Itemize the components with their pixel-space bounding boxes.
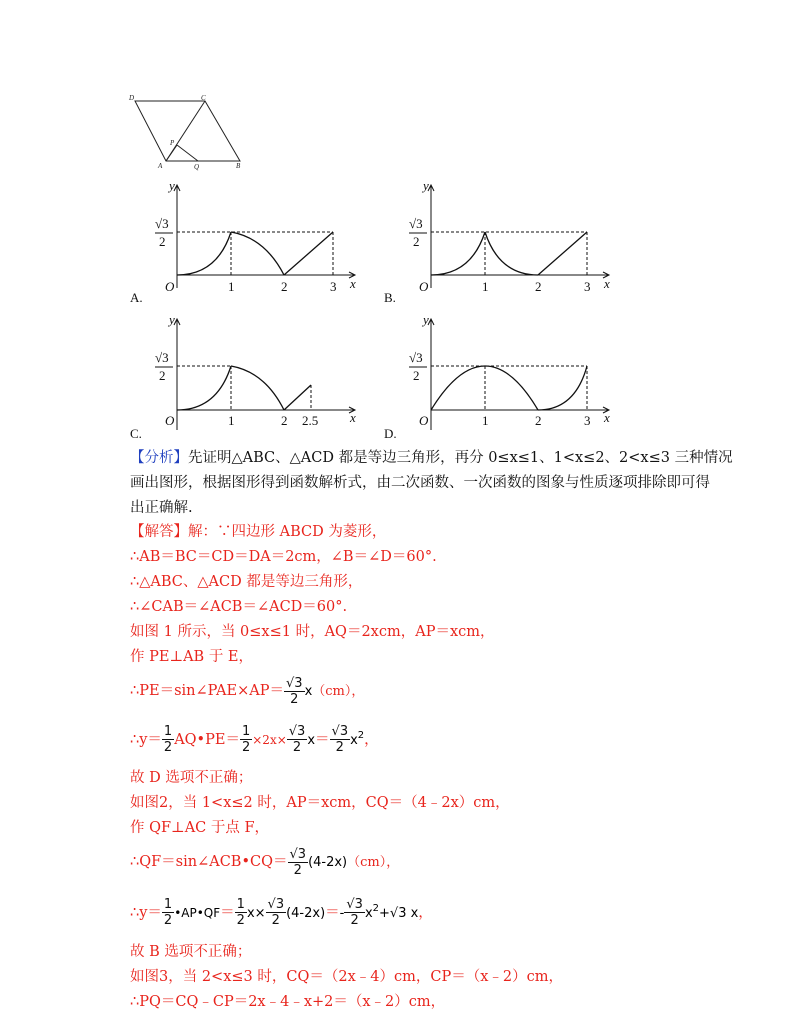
label-p: P xyxy=(170,139,175,147)
two-label: 2 xyxy=(159,368,166,383)
y1-eq: ＝ xyxy=(315,731,330,748)
half-fraction xyxy=(162,724,174,755)
frac-num: √3 xyxy=(288,724,306,740)
frac-den: 2 xyxy=(163,740,173,756)
tick-1: 1 xyxy=(482,413,489,428)
y-axis-label: y xyxy=(169,178,175,193)
solution-line-13 xyxy=(130,892,433,931)
analysis-text-1: 先证明△ABC、△ACD 都是等边三角形，再分 0≤x≤1、1<x≤2、2<x≤3 三种情况 xyxy=(188,450,733,466)
label-b: B xyxy=(236,162,241,170)
pe-x: x xyxy=(304,684,313,699)
y-axis-label: y xyxy=(423,178,429,193)
qf-unit: （cm）， xyxy=(347,855,400,870)
frac-num: √3 xyxy=(346,897,363,913)
y-axis-label: y xyxy=(423,312,429,327)
frac-den: 2 xyxy=(292,740,302,756)
option-label: D. xyxy=(384,426,397,441)
x-axis-label: x xyxy=(604,276,610,291)
solution-line-6: 作 PE⊥AB 于 E， xyxy=(130,649,254,665)
solution-line-5: 如图 1 所示，当 0≤x≤1 时，AQ＝2xcm，AP＝xcm， xyxy=(130,624,495,640)
tick-1: 1 xyxy=(228,279,235,294)
frac-den: 2 xyxy=(241,740,251,756)
sqrt3-over-2 xyxy=(284,676,305,707)
graph-b xyxy=(379,178,619,303)
tick-3: 3 xyxy=(330,279,337,294)
qf-rhs: (4-2x) xyxy=(308,855,348,870)
qf-lhs: ∴QF＝sin∠ACB•CQ＝ xyxy=(130,854,288,870)
y2-factor: (4-2x) xyxy=(286,905,326,921)
origin-label: O xyxy=(165,279,175,294)
frac-den: 2 xyxy=(293,862,302,878)
y2-xtimes: x× xyxy=(246,905,266,921)
y-axis-label: y xyxy=(169,312,175,327)
sqrt3-over-2 xyxy=(266,897,287,928)
frac-num: 1 xyxy=(241,724,251,740)
y1-x: x xyxy=(307,732,316,748)
sqrt3-label: √3 xyxy=(155,350,169,365)
tick-1: 1 xyxy=(228,413,235,428)
graph-d xyxy=(379,312,619,442)
two-label: 2 xyxy=(413,234,420,249)
solution-line-9: 故 D 选项不正确； xyxy=(130,770,253,786)
frac-num: √3 xyxy=(267,897,285,913)
solution-line-3: ∴△ABC、△ACD 都是等边三角形， xyxy=(130,574,363,590)
solution-line-8 xyxy=(130,719,379,758)
x-axis-label: x xyxy=(350,410,356,425)
y2-eq2: ＝ xyxy=(325,904,340,921)
sqrt3-over-2 xyxy=(287,724,308,755)
y2-x: x xyxy=(364,905,373,921)
analysis-line-1 xyxy=(130,448,733,468)
label-q: Q xyxy=(194,163,200,171)
analysis-line-3: 出正确解. xyxy=(130,500,193,516)
tick-2: 2 xyxy=(535,413,542,428)
x-axis-label: x xyxy=(604,410,610,425)
y2-apqf: •AP•QF xyxy=(174,905,221,920)
sqrt3-over-2 xyxy=(330,724,351,755)
sqrt3-label: √3 xyxy=(409,216,423,231)
solution-line-10: 如图2，当 1<x≤2 时，AP＝xcm，CQ＝（4﹣2x）cm， xyxy=(130,795,510,811)
y1-lhs: ∴y＝ xyxy=(130,731,162,748)
frac-num: √3 xyxy=(289,846,307,862)
solution-line-11: 作 QF⊥AC 于点 F， xyxy=(130,820,270,836)
tick-3: 3 xyxy=(584,279,591,294)
frac-den: 2 xyxy=(350,913,359,929)
origin-label: O xyxy=(419,413,429,428)
sqrt3-label: √3 xyxy=(409,350,423,365)
solution-text-1: 解：∵四边形 ABCD 为菱形， xyxy=(188,524,387,540)
rhombus-figure xyxy=(125,92,250,172)
frac-den: 2 xyxy=(163,913,173,929)
frac-num: √3 xyxy=(331,724,349,740)
solution-tag: 【解答】 xyxy=(130,524,188,540)
label-c: C xyxy=(201,94,206,102)
y2-exp: 2 xyxy=(372,903,380,914)
solution-line-1 xyxy=(130,522,386,542)
analysis-tag: 【分析】 xyxy=(130,450,188,466)
solution-line-14: 故 B 选项不正确； xyxy=(130,944,252,960)
pe-unit: （cm）， xyxy=(312,684,365,699)
half-fraction xyxy=(235,897,247,928)
x-axis-label: x xyxy=(350,276,356,291)
solution-line-7 xyxy=(130,674,364,709)
option-label: A. xyxy=(130,290,143,303)
y2-eq1: ＝ xyxy=(220,904,235,921)
y1-x2: x xyxy=(350,732,358,748)
y2-lhs: ∴y＝ xyxy=(130,904,162,921)
y1-comma: ， xyxy=(364,731,379,748)
graph-c xyxy=(125,312,365,442)
origin-label: O xyxy=(165,413,175,428)
label-d: D xyxy=(129,94,135,102)
frac-num: √3 xyxy=(286,675,303,691)
solution-line-15: 如图3，当 2<x≤3 时，CQ＝（2x﹣4）cm，CP＝（x﹣2）cm， xyxy=(130,969,563,985)
half-fraction xyxy=(240,724,252,755)
frac-num: 1 xyxy=(163,897,173,913)
frac-den: 2 xyxy=(335,740,344,756)
tick-2: 2 xyxy=(535,279,542,294)
solution-line-2: ∴AB＝BC＝CD＝DA＝2cm，∠B＝∠D＝60°. xyxy=(130,549,437,565)
frac-den: 2 xyxy=(236,913,245,929)
y1-times: ×2x× xyxy=(252,732,287,747)
half-fraction xyxy=(162,897,174,928)
option-label: C. xyxy=(130,426,142,441)
tick-2-5: 2.5 xyxy=(302,413,319,428)
y2-neg: - xyxy=(339,905,345,921)
analysis-line-2: 画出图形，根据图形得到函数解析式，由二次函数、一次函数的图象与性质逐项排除即可得 xyxy=(130,475,710,491)
frac-num: 1 xyxy=(236,897,245,913)
option-label: B. xyxy=(384,290,396,303)
sqrt3-label: √3 xyxy=(155,216,169,231)
frac-num: 1 xyxy=(163,724,173,740)
tick-1: 1 xyxy=(482,279,489,294)
sqrt3-over-2 xyxy=(288,847,309,878)
frac-den: 2 xyxy=(290,691,299,707)
pe-lhs: ∴PE＝sin∠PAE×AP＝ xyxy=(130,683,284,699)
two-label: 2 xyxy=(413,368,420,383)
tick-2: 2 xyxy=(281,413,288,428)
two-label: 2 xyxy=(159,234,166,249)
y2-comma: ， xyxy=(418,904,433,921)
tick-3: 3 xyxy=(584,413,591,428)
origin-label: O xyxy=(419,279,429,294)
frac-den: 2 xyxy=(271,913,280,929)
graph-a xyxy=(125,178,365,303)
solution-line-4: ∴∠CAB＝∠ACB＝∠ACD＝60°. xyxy=(130,599,348,615)
y1-aqpe: AQ•PE＝ xyxy=(174,731,240,748)
y2-plus: +√3 x xyxy=(379,905,419,921)
solution-line-16: ∴PQ＝CQ﹣CP＝2x﹣4﹣x+2＝（x﹣2）cm， xyxy=(130,994,446,1010)
y1-exp: 2 xyxy=(357,730,365,741)
sqrt3-over-2 xyxy=(344,897,365,928)
tick-2: 2 xyxy=(281,279,288,294)
label-a: A xyxy=(158,162,163,170)
solution-line-12 xyxy=(130,845,399,880)
